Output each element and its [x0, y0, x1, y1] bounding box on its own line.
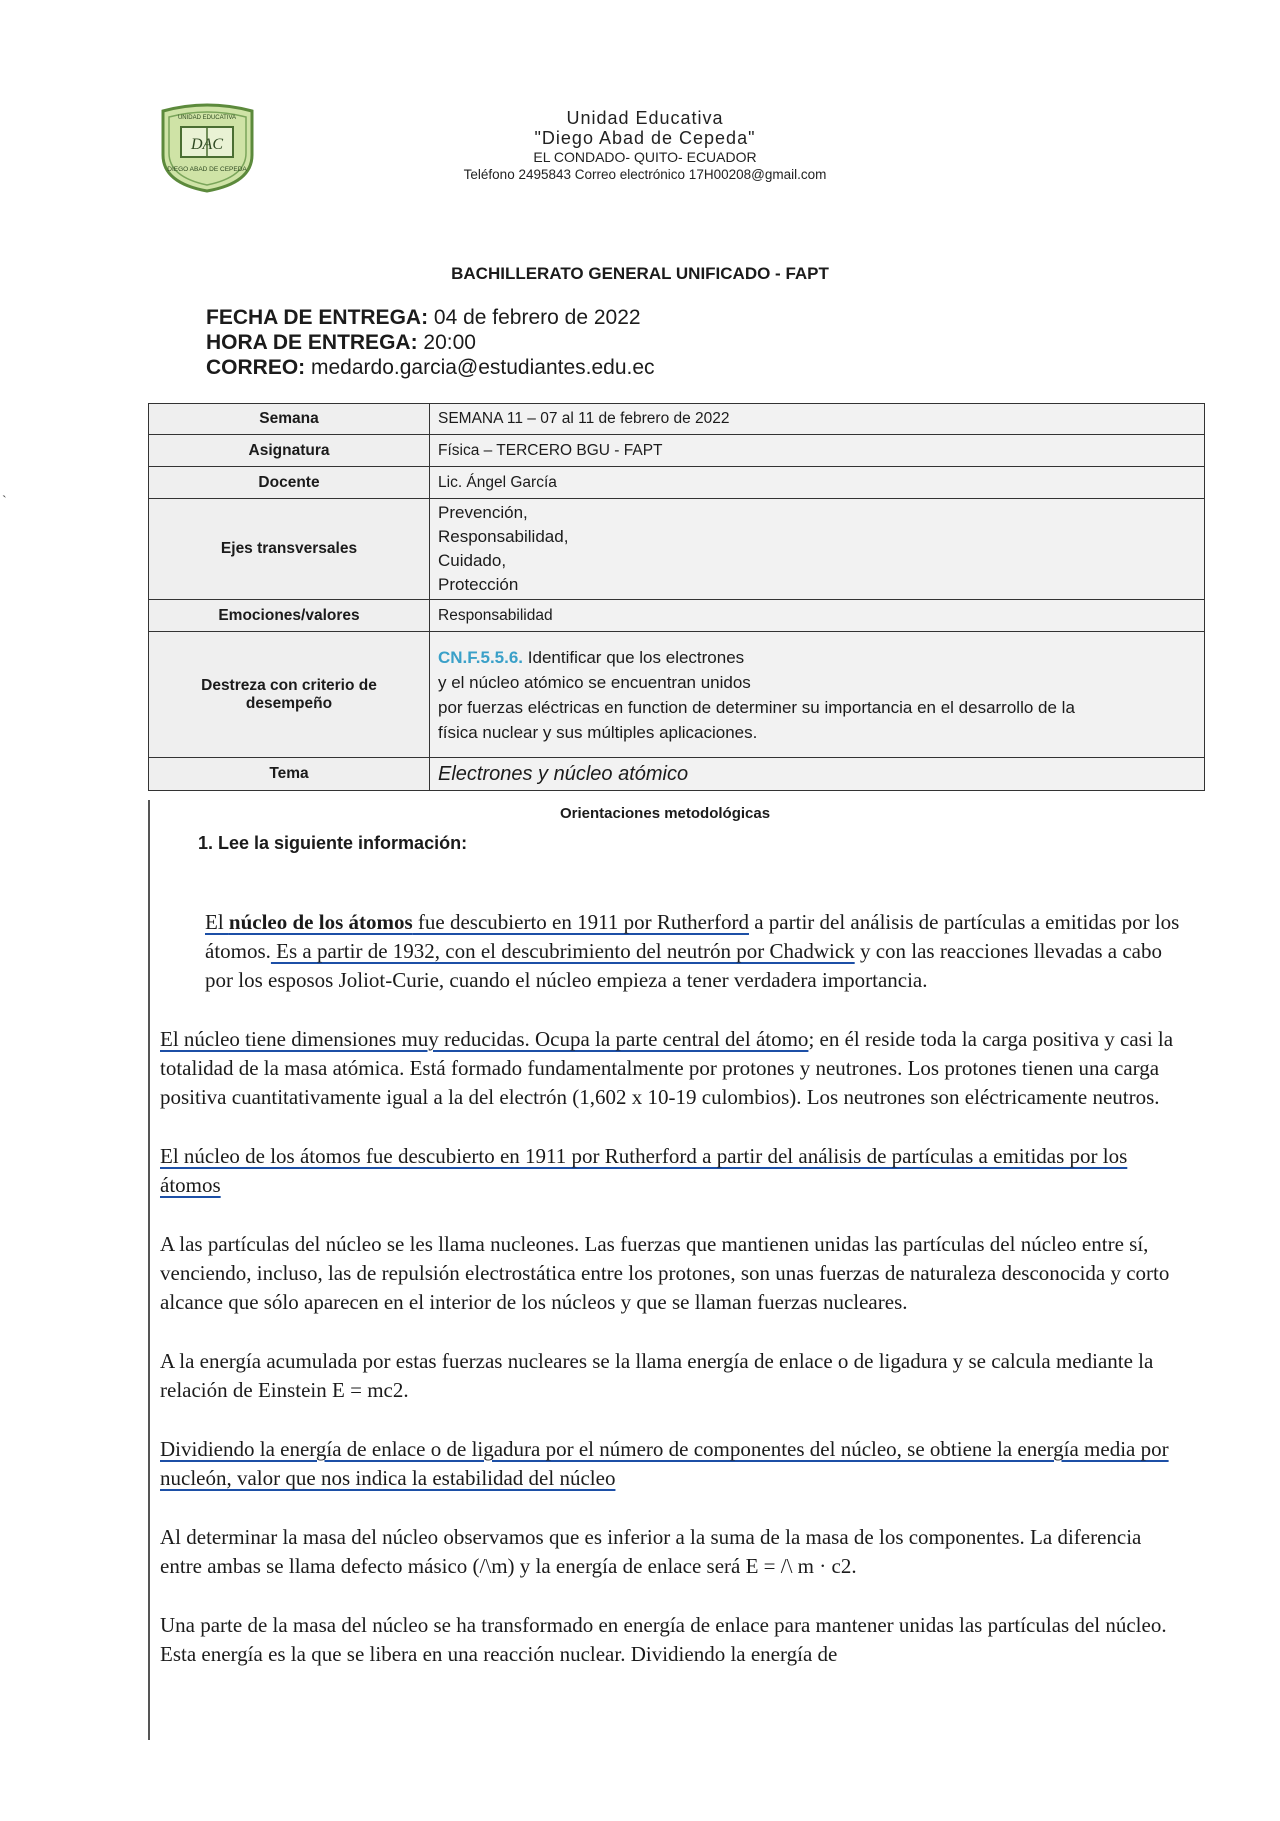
header-line-2: "Diego Abad de Cepeda": [534, 128, 756, 148]
header-line-1: Unidad Educativa: [566, 108, 724, 128]
docente-value: Lic. Ángel García: [430, 467, 1205, 499]
paragraph-4: A las partículas del núcleo se les llama nucleones. Las fuerzas que mantienen unidas las partículas del núcleo entre sí, venciendo, incluso, las de repulsión electrostática entre los protones, son unas fuerzas de naturaleza desconocida y corto alcance que sólo aparecen en el interior de los núcleos y que se llaman fuerzas nucleares.: [160, 1232, 1170, 1314]
school-header: [395, 108, 895, 184]
info-table: [148, 403, 1205, 791]
logo-monogram: DAC: [191, 136, 223, 153]
tema-key: Tema: [149, 758, 430, 791]
underlined-text: fue descubierto en 1911 por Rutherford: [412, 910, 749, 934]
instruction-heading: 1. Lee la siguiente información:: [198, 833, 468, 853]
paragraph-6: [160, 1435, 1188, 1493]
correo-row: [206, 355, 655, 380]
destreza-key-line: Destreza con criterio de: [201, 676, 377, 694]
destreza-key: [149, 632, 430, 758]
destreza-line: por fuerzas eléctricas en function de determiner su importancia en el desarrollo de la: [438, 697, 1075, 717]
paragraph-5: A la energía acumulada por estas fuerzas nucleares se la llama energía de enlace o de ligadura y se calcula mediante la relación de Einstein E = mc2.: [160, 1349, 1154, 1402]
tema-value: Electrones y núcleo atómico: [430, 758, 1205, 791]
table-row: [149, 600, 1205, 632]
paragraph-text: a partir del análisis de partículas a emitidas por los átomos.: [205, 910, 1180, 963]
eje-item: Cuidado,: [438, 551, 507, 570]
underlined-text: El núcleo tiene dimensiones muy reducidas. Ocupa la parte central del átomo: [160, 1027, 809, 1051]
delivery-info: [206, 305, 655, 380]
school-logo: [155, 103, 260, 193]
hora-row: [206, 330, 655, 355]
destreza-line: Identificar que los electrones: [523, 647, 745, 667]
document-subtitle: BACHILLERATO GENERAL UNIFICADO - FAPT: [451, 264, 829, 283]
underlined-text: Es a partir de 1932, con el descubrimiento del neutrón por Chadwick: [270, 939, 855, 963]
logo-top-text: UNIDAD EDUCATIVA: [177, 115, 237, 121]
underlined-text: El: [205, 910, 229, 934]
paragraph-1: [160, 908, 1188, 995]
underlined-text: Dividiendo la energía de enlace o de ligadura por el número de componentes del núcleo, se obtiene la energía media por nucleón, valor que nos indica la estabilidad del núcleo: [160, 1437, 1169, 1490]
destreza-line: física nuclear y sus múltiples aplicaciones.: [438, 722, 758, 742]
left-border-line: [148, 800, 150, 1740]
ejes-value: [430, 499, 1205, 600]
logo-bottom-text: DIEGO ABAD DE CEPEDA: [167, 166, 247, 173]
hora-label: HORA DE ENTREGA:: [206, 331, 418, 354]
table-row: [149, 404, 1205, 435]
paragraph-2: [160, 1025, 1188, 1112]
correo-label: CORREO:: [206, 356, 306, 379]
fecha-value: 04 de febrero de 2022: [428, 306, 641, 329]
asignatura-key: Asignatura: [149, 435, 430, 467]
eje-item: Prevención,: [438, 503, 528, 522]
header-line-4: Teléfono 2495843 Correo electrónico 17H00208@gmail.com: [463, 167, 827, 182]
paragraph-7: Al determinar la masa del núcleo observamos que es inferior a la suma de la masa de los componentes. La diferencia entre ambas se llama defecto másico (/\m) y la energía de enlace será E = /\ m · c2.: [160, 1525, 1142, 1578]
semana-key: Semana: [149, 404, 430, 435]
emociones-value: Responsabilidad: [430, 600, 1205, 632]
hora-value: 20:00: [417, 331, 476, 354]
destreza-code: CN.F.5.5.6.: [438, 647, 524, 667]
emociones-key: Emociones/valores: [149, 600, 430, 632]
table-row: [149, 467, 1205, 499]
asignatura-value: Física – TERCERO BGU - FAPT: [430, 435, 1205, 467]
destreza-line: y el núcleo atómico se encuentran unidos: [438, 672, 751, 692]
docente-key: Docente: [149, 467, 430, 499]
table-row: [149, 435, 1205, 467]
orientaciones-heading: Orientaciones metodológicas: [560, 805, 771, 822]
table-row: [149, 632, 1205, 758]
underlined-text: El núcleo de los átomos fue descubierto en 1911 por Rutherford a partir del análisis de partículas a emitidas por los átomos: [160, 1144, 1128, 1197]
paragraph-8: Una parte de la masa del núcleo se ha transformado en energía de enlace para mantener unidas las partículas del núcleo. Esta energía es la que se libera en una reacción nuclear. Dividiendo la energía de: [160, 1613, 1167, 1666]
eje-item: Protección: [438, 575, 519, 594]
eje-item: Responsabilidad,: [438, 527, 569, 546]
correo-value: medardo.garcia@estudiantes.edu.ec: [305, 356, 655, 379]
header-line-3: EL CONDADO- QUITO- ECUADOR: [533, 149, 757, 165]
destreza-value: [430, 632, 1205, 758]
table-row: [149, 758, 1205, 791]
scan-mark: `: [2, 494, 7, 509]
ejes-key: Ejes transversales: [149, 499, 430, 600]
destreza-key-line: desempeño: [245, 694, 333, 712]
fecha-label: FECHA DE ENTREGA:: [206, 306, 429, 329]
reading-text: [160, 908, 1188, 1699]
paragraph-text: ; en él reside toda la carga positiva y casi la totalidad de la masa atómica. Está formado fundamentalmente por protones y neutrones. Los protones tienen una carga positiva cuantitativamente igual a la del electrón (1,602 x 10-19 culombios). Los neutrones son eléctricamente neutros.: [160, 1027, 1174, 1109]
bold-underlined-text: núcleo de los átomos: [228, 910, 413, 934]
paragraph-3: [160, 1142, 1188, 1200]
table-row: [149, 499, 1205, 600]
paragraph-text: y con las reacciones llevadas a cabo por los esposos Joliot-Curie, cuando el núcleo empieza a tener verdadera importancia.: [205, 939, 1162, 992]
fecha-row: [206, 305, 655, 330]
semana-value: SEMANA 11 – 07 al 11 de febrero de 2022: [430, 404, 1205, 435]
